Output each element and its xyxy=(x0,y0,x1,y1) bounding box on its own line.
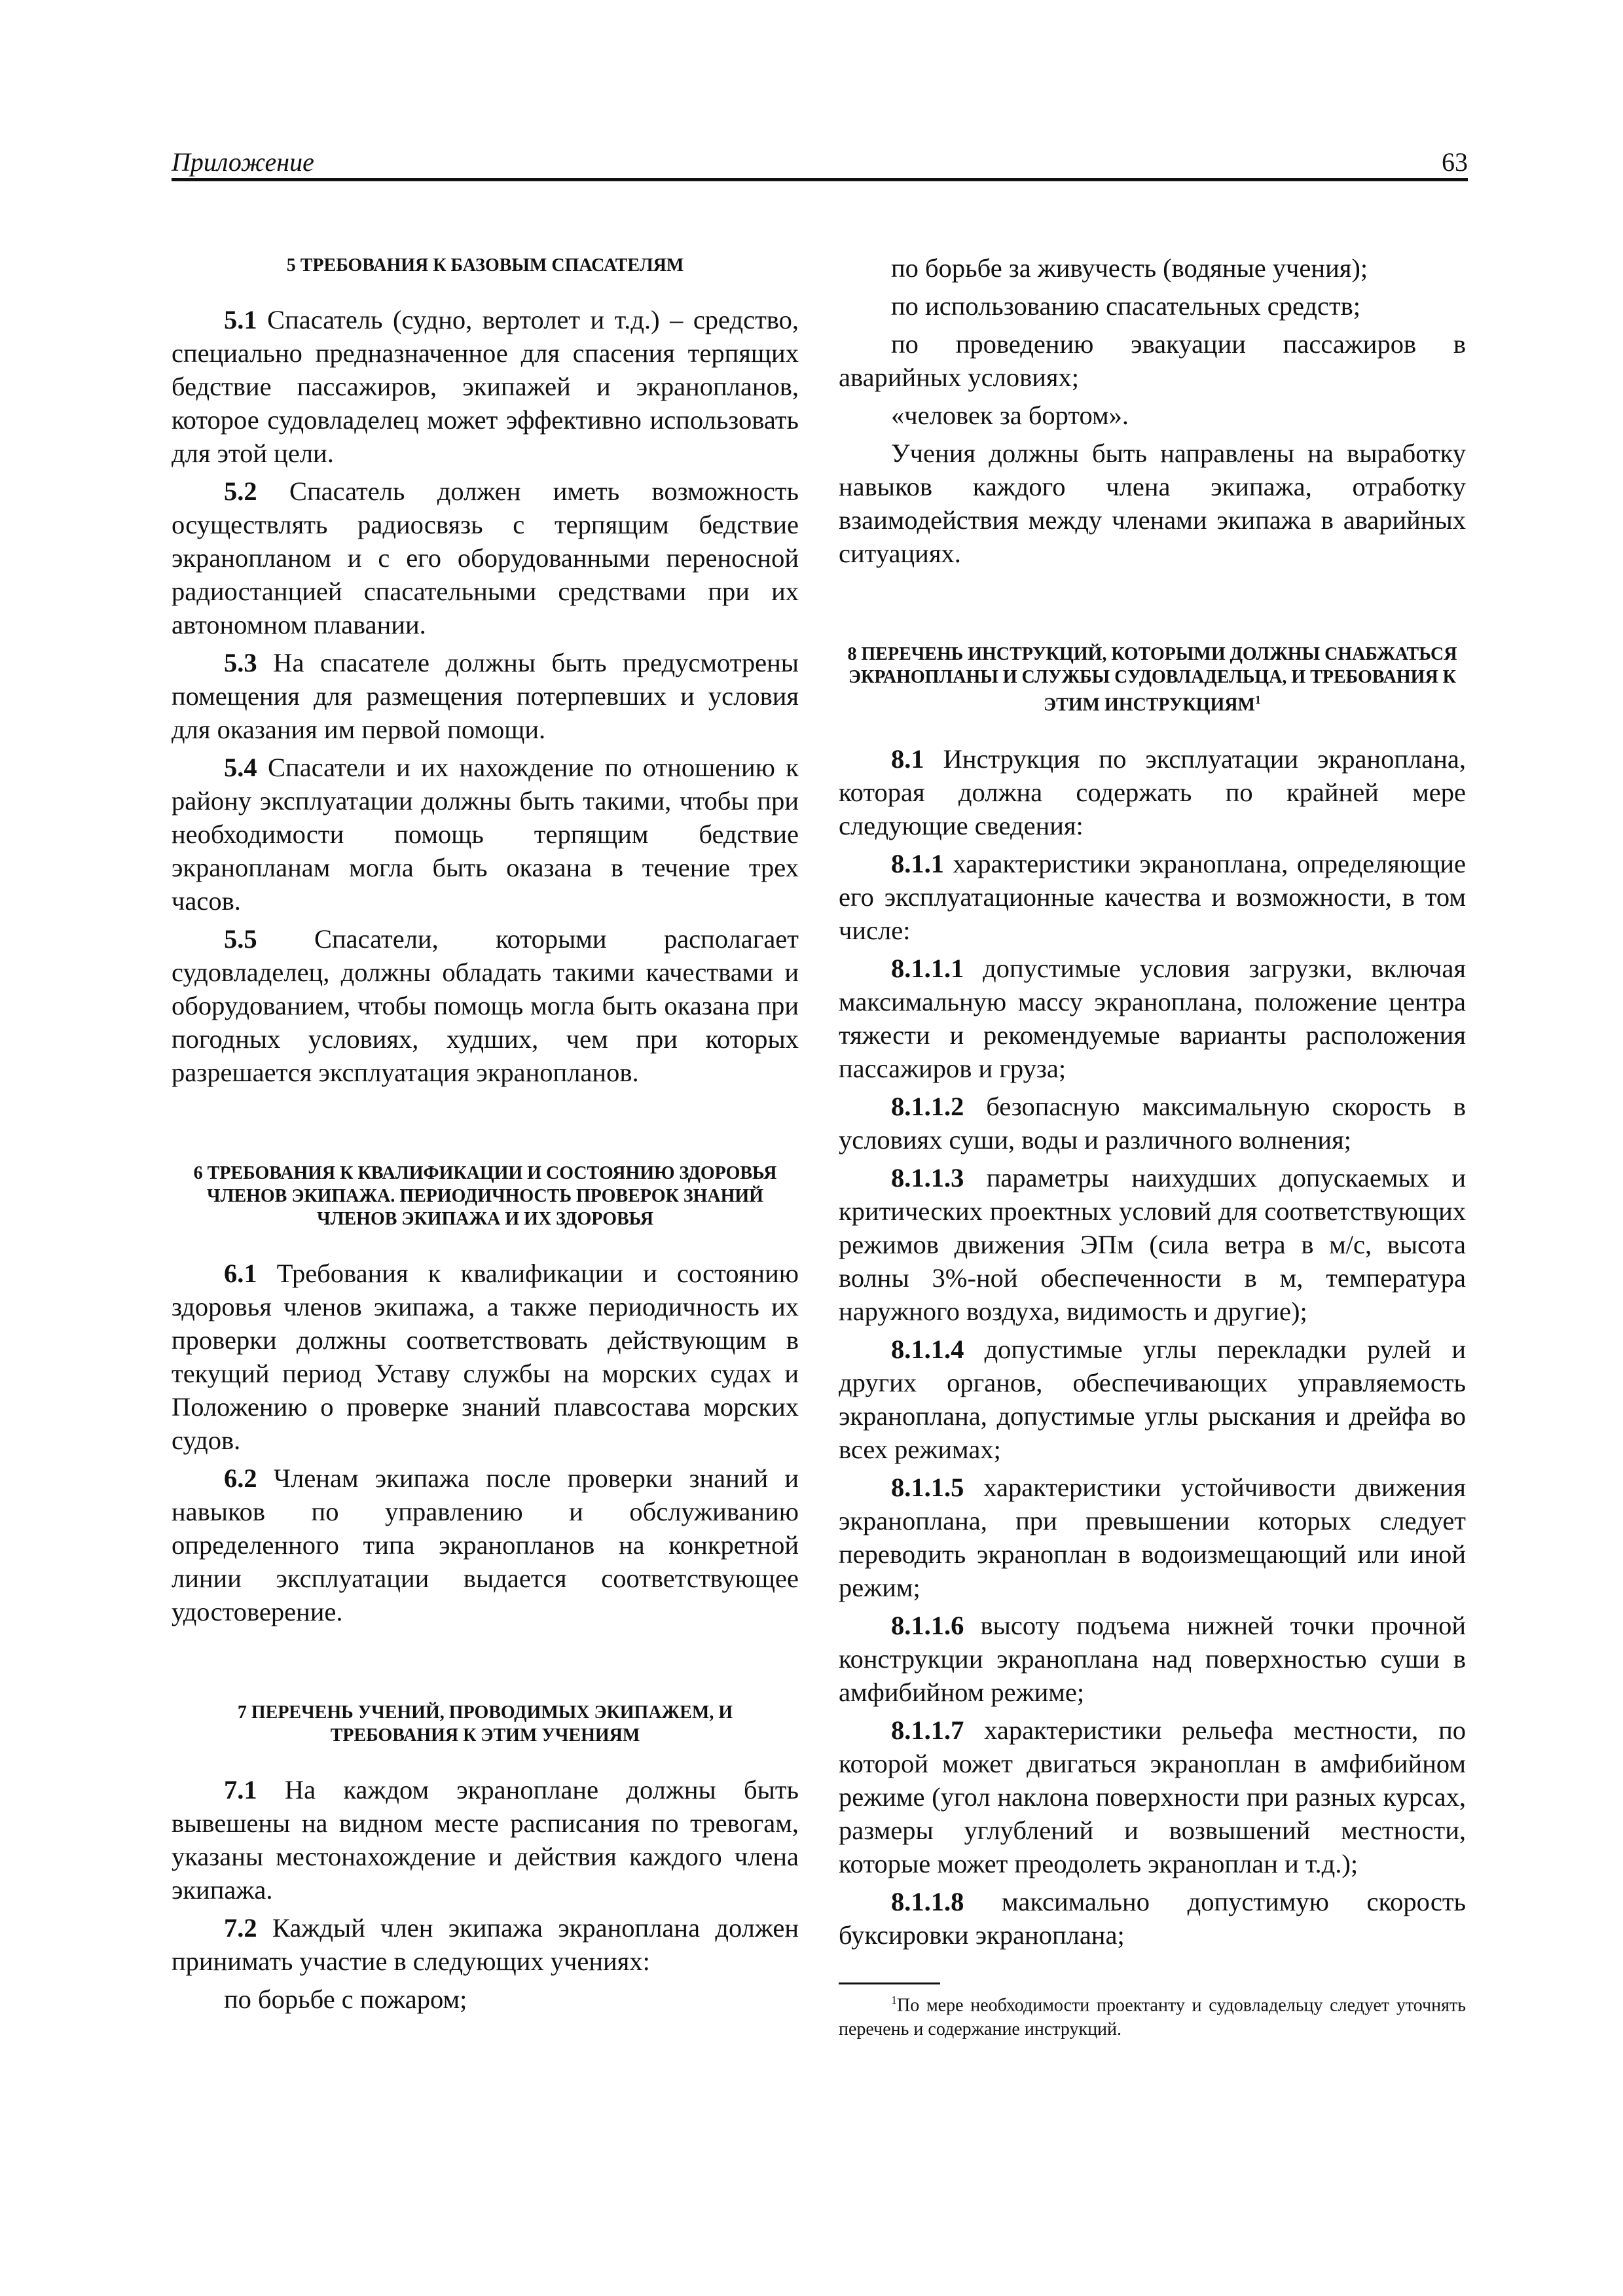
paragraph-8-1-1-1 xyxy=(839,952,1466,1085)
clause-number: 6.2 xyxy=(224,1463,257,1493)
clause-number: 5.4 xyxy=(224,753,257,782)
clause-text: На каждом экраноплане должны быть вывешены на видном месте расписания по тревогам, указаны местонахождение и действия каждого члена экипажа. xyxy=(172,1775,799,1905)
footnote-mark: 1 xyxy=(891,1994,897,2007)
clause-text: Спасатели, которыми располагает судовладелец, должны обладать такими качествами и оборудованием, чтобы помощь могла быть оказана при погодных условиях, худших, чем при которых разрешается эксплуатация экранопланов. xyxy=(172,924,799,1087)
clause-number: 7.1 xyxy=(224,1775,257,1804)
page-number: 63 xyxy=(1442,147,1468,177)
clause-text: характеристики устойчивости движения экраноплана, при превышении которых следует переводить экраноплан в водоизмещающий или иной режим; xyxy=(839,1473,1466,1603)
left-column xyxy=(172,254,799,2020)
section-7-heading: 7 ПЕРЕЧЕНЬ УЧЕНИЙ, ПРОВОДИМЫХ ЭКИПАЖЕМ, И ТРЕБОВАНИЯ К ЭТИМ УЧЕНИЯМ xyxy=(237,1702,733,1746)
clause-number: 8.1.1.6 xyxy=(891,1611,964,1641)
clause-text: Требования к квалификации и состоянию здоровья членов экипажа, а также периодичность их проверки должны соответствовать действующим в текущий период Уставу службы на морских судах и Положению о проверке знаний плавсостава морских судов. xyxy=(172,1259,799,1455)
clause-text: На спасателе должны быть предусмотрены помещения для размещения потерпевших и условия для оказания им первой помощи. xyxy=(172,648,799,744)
clause-text: допустимые условия загрузки, включая максимальную массу экраноплана, положение центра тяжести и рекомендуемые варианты расположения пассажиров и груза; xyxy=(839,954,1466,1084)
clause-text: безопасную максимальную скорость в условиях суши, воды и различного волнения; xyxy=(839,1092,1466,1155)
clause-number: 5.2 xyxy=(224,476,257,506)
section-8-heading xyxy=(839,643,1466,716)
clause-number: 8.1.1.3 xyxy=(891,1163,964,1193)
clause-text: Спасатель должен иметь возможность осуществлять радиосвязь с терпящим бедствие экранопланом и с его оборудованными переносной радиостанцией спасательными средствами при их автономном плавании. xyxy=(172,476,799,639)
clause-text: Спасатели и их нахождение по отношению к району эксплуатации должны быть такими, чтобы при необходимости помощь терпящим бедствие экранопланам могла быть оказана в течение трех часов. xyxy=(172,753,799,916)
section-6-heading: 6 ТРЕБОВАНИЯ К КВАЛИФИКАЦИИ И СОСТОЯНИЮ ЗДОРОВЬЯ ЧЛЕНОВ ЭКИПАЖА. ПЕРИОДИЧНОСТЬ ПРОВЕРОК ЗНАНИЙ ЧЛЕНОВ ЭКИПАЖА И ИХ ЗДОРОВЬЯ xyxy=(193,1163,777,1229)
clause-number: 5.1 xyxy=(224,305,257,334)
section-8-heading-text: 8 ПЕРЕЧЕНЬ ИНСТРУКЦИЙ, КОТОРЫМИ ДОЛЖНЫ СНАБЖАТЬСЯ ЭКРАНОПЛАНЫ И СЛУЖБЫ СУДОВЛАДЕЛЬЦА, И ТРЕБОВАНИЯ К ЭТИМ ИНСТРУКЦИЯМ xyxy=(847,644,1457,715)
paragraph-7-2 xyxy=(172,1911,799,1978)
paragraph-8-1-1-4 xyxy=(839,1333,1466,1466)
paragraph-5-5 xyxy=(172,922,799,1089)
running-header-title: Приложение xyxy=(172,147,314,177)
clause-number: 8.1.1.5 xyxy=(891,1473,964,1503)
footnote-reference: 1 xyxy=(1254,693,1261,706)
clause-text: Спасатель (судно, вертолет и т.д.) – средство, специально предназначенное для спасения терпящих бедствие пассажиров, экипажей и экранопланов, которое судовладелец может эффективно использовать для этой цели. xyxy=(172,305,799,468)
clause-text: Членам экипажа после проверки знаний и навыков по управлению и обслуживанию определенного типа экранопланов на конкретной линии эксплуатации выдается соответствующее удостоверение. xyxy=(172,1463,799,1626)
clause-number: 8.1 xyxy=(891,744,924,774)
drill-item-man-overboard: «человек за бортом». xyxy=(891,401,1129,430)
drill-item-evacuation: по проведению эвакуации пассажиров в аварийных условиях; xyxy=(839,329,1466,392)
running-header xyxy=(172,144,1468,181)
footnote xyxy=(839,1988,1466,2041)
clause-text: высоту подъема нижней точки прочной конструкции экраноплана над поверхностью суши в амфибийном режиме; xyxy=(839,1611,1466,1708)
paragraph-5-1 xyxy=(172,303,799,470)
paragraph-8-1-1 xyxy=(839,847,1466,947)
paragraph-8-1-1-3 xyxy=(839,1161,1466,1328)
clause-text: характеристики экраноплана, определяющие его эксплуатационные качества и возможности, в том числе: xyxy=(839,849,1466,946)
clause-number: 7.2 xyxy=(224,1913,257,1943)
paragraph-8-1-1-8 xyxy=(839,1885,1466,1952)
clause-number: 8.1.1 xyxy=(891,849,944,879)
paragraph-8-1 xyxy=(839,742,1466,842)
clause-number: 5.3 xyxy=(224,648,257,677)
paragraph-7-closing: Учения должны быть направлены на выработку навыков каждого члена экипажа, отработку взаимодействия между членами экипажа в аварийных ситуациях. xyxy=(839,439,1466,568)
clause-text: параметры наихудших допускаемых и критических проектных условий для соответствующих режимов движения ЭПм (сила ветра в м/с, высота волны 3%-ной обеспеченности в м, температура наружного воздуха, видимость и другие); xyxy=(839,1163,1466,1327)
clause-number: 8.1.1.8 xyxy=(891,1887,964,1917)
footnote-text: По мере необходимости проектанту и судовладельцу следует уточнять перечень и содержание инструкций. xyxy=(839,1995,1466,2039)
clause-number: 5.5 xyxy=(224,924,257,954)
paragraph-5-2 xyxy=(172,475,799,641)
paragraph-7-1 xyxy=(172,1773,799,1907)
paragraph-8-1-1-6 xyxy=(839,1609,1466,1709)
drill-item-damage-control: по борьбе за живучесть (водяные учения); xyxy=(891,253,1368,283)
paragraph-6-2 xyxy=(172,1462,799,1628)
paragraph-5-4 xyxy=(172,751,799,918)
clause-text: Каждый член экипажа экраноплана должен принимать участие в следующих учениях: xyxy=(172,1913,799,1976)
clause-number: 8.1.1.7 xyxy=(891,1715,964,1746)
paragraph-6-1 xyxy=(172,1257,799,1457)
paragraph-8-1-1-5 xyxy=(839,1471,1466,1604)
clause-number: 8.1.1.1 xyxy=(891,954,964,984)
clause-number: 8.1.1.4 xyxy=(891,1335,964,1365)
clause-number: 8.1.1.2 xyxy=(891,1092,964,1122)
section-5-heading: 5 ТРЕБОВАНИЯ К БАЗОВЫМ СПАСАТЕЛЯМ xyxy=(286,255,684,276)
paragraph-8-1-1-7 xyxy=(839,1713,1466,1880)
drill-item-lifesaving: по использованию спасательных средств; xyxy=(891,291,1361,321)
clause-text: максимально допустимую скорость буксировки экраноплана; xyxy=(839,1887,1466,1950)
clause-text: допустимые углы перекладки рулей и других органов, обеспечивающих управляемость экраноплана, допустимые углы рыскания и дрейфа во всех режимах; xyxy=(839,1335,1466,1465)
clause-number: 6.1 xyxy=(224,1259,257,1288)
paragraph-5-3 xyxy=(172,646,799,746)
paragraph-8-1-1-2 xyxy=(839,1090,1466,1157)
clause-text: характеристики рельефа местности, по которой может двигаться экраноплан в амфибийном режиме (угол наклона поверхности при разных курсах, размеры углублений и возвышений местности, которые может преодолеть экраноплан и т.д.); xyxy=(839,1715,1466,1879)
clause-text: Инструкция по эксплуатации экраноплана, которая должна содержать по крайней мере следующие сведения: xyxy=(839,744,1466,841)
drill-item-fire: по борьбе с пожаром; xyxy=(224,1984,467,2014)
footnote-separator xyxy=(839,1982,940,1984)
right-column xyxy=(839,251,1466,2041)
